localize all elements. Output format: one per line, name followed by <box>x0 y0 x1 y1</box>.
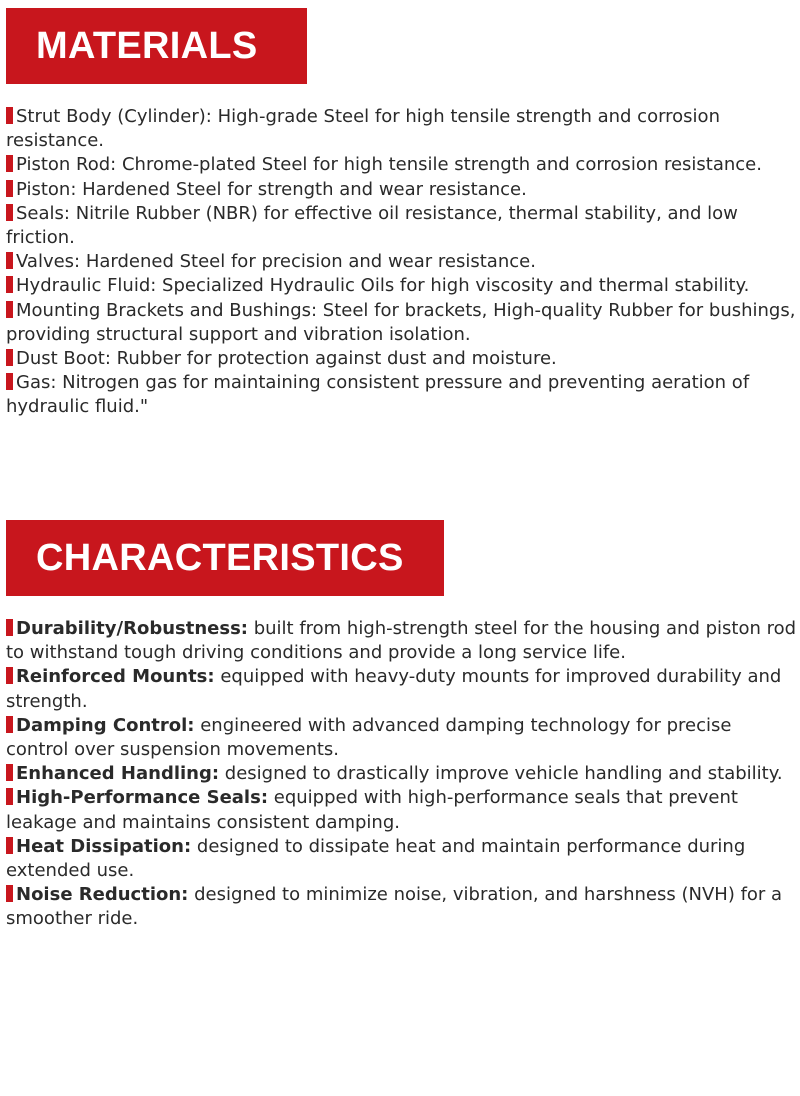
characteristic-description: designed to minimize noise, vibration, and harshness (NVH) for a smoother ride. <box>6 884 783 930</box>
characteristics-heading: CHARACTERISTICS <box>6 520 444 596</box>
red-bullet-icon <box>6 788 13 805</box>
materials-item-text: Dust Boot: Rubber for protection against dust and moisture. <box>16 348 557 370</box>
characteristics-item <box>6 883 798 931</box>
materials-heading: MATERIALS <box>6 8 307 84</box>
materials-item <box>6 202 798 250</box>
red-bullet-icon <box>6 180 13 197</box>
characteristics-item <box>6 762 798 786</box>
materials-item <box>6 347 798 371</box>
red-bullet-icon <box>6 301 13 318</box>
materials-item-text: Seals: Nitrile Rubber (NBR) for effective oil resistance, thermal stability, and low friction. <box>6 202 738 249</box>
red-bullet-icon <box>6 764 13 781</box>
red-bullet-icon <box>6 155 13 172</box>
characteristics-item <box>6 617 798 665</box>
red-bullet-icon <box>6 667 13 684</box>
red-bullet-icon <box>6 837 13 854</box>
materials-item <box>6 371 798 419</box>
characteristic-term: Heat Dissipation: <box>16 835 192 857</box>
characteristics-list <box>6 617 798 932</box>
characteristic-term: High-Performance Seals: <box>16 787 269 809</box>
materials-item-text: Valves: Hardened Steel for precision and wear resistance. <box>16 251 536 273</box>
materials-item <box>6 178 798 202</box>
characteristic-description: engineered with advanced damping technology for precise control over suspension movements. <box>6 714 732 761</box>
materials-item-text: Mounting Brackets and Bushings: Steel for brackets, High-quality Rubber for bushings, providing structural support and vibration isolation. <box>6 299 796 345</box>
characteristic-description: designed to dissipate heat and maintain performance during extended use. <box>6 835 746 882</box>
characteristic-term: Noise Reduction: <box>16 884 189 906</box>
materials-item-text: Piston: Hardened Steel for strength and wear resistance. <box>16 178 527 200</box>
materials-item <box>6 274 798 298</box>
materials-item-text: Piston Rod: Chrome-plated Steel for high tensile strength and corrosion resistance. <box>16 154 762 176</box>
characteristic-term: Damping Control: <box>16 714 195 736</box>
red-bullet-icon <box>6 276 13 293</box>
characteristic-term: Enhanced Handling: <box>16 763 220 785</box>
red-bullet-icon <box>6 716 13 733</box>
red-bullet-icon <box>6 252 13 269</box>
characteristics-item <box>6 835 798 883</box>
materials-item-text: Hydraulic Fluid: Specialized Hydraulic Oils for high viscosity and thermal stability. <box>16 275 750 297</box>
characteristics-item <box>6 665 798 713</box>
characteristic-description: designed to drastically improve vehicle handling and stability. <box>219 763 783 785</box>
materials-item-text: Gas: Nitrogen gas for maintaining consistent pressure and preventing aeration of hydraulic fluid." <box>6 372 750 418</box>
characteristic-term: Durability/Robustness: <box>16 618 248 639</box>
characteristics-item <box>6 786 798 834</box>
characteristics-item <box>6 714 798 762</box>
materials-item <box>6 105 798 153</box>
red-bullet-icon <box>6 885 13 902</box>
red-bullet-icon <box>6 204 13 221</box>
red-bullet-icon <box>6 349 13 366</box>
characteristic-description: built from high-strength steel for the housing and piston rod to withstand tough driving conditions and provide a long service life. <box>6 618 797 664</box>
characteristic-description: equipped with high-performance seals that prevent leakage and maintains consistent damping. <box>6 787 738 833</box>
characteristic-term: Reinforced Mounts: <box>16 666 215 688</box>
red-bullet-icon <box>6 373 13 390</box>
red-bullet-icon <box>6 619 13 636</box>
materials-list <box>6 105 798 420</box>
materials-item <box>6 250 798 274</box>
materials-item-text: Strut Body (Cylinder): High-grade Steel for high tensile strength and corrosion resistance. <box>6 106 720 152</box>
red-bullet-icon <box>6 107 13 124</box>
characteristic-description: equipped with heavy-duty mounts for improved durability and strength. <box>6 666 782 712</box>
materials-item <box>6 153 798 177</box>
materials-item <box>6 299 798 347</box>
